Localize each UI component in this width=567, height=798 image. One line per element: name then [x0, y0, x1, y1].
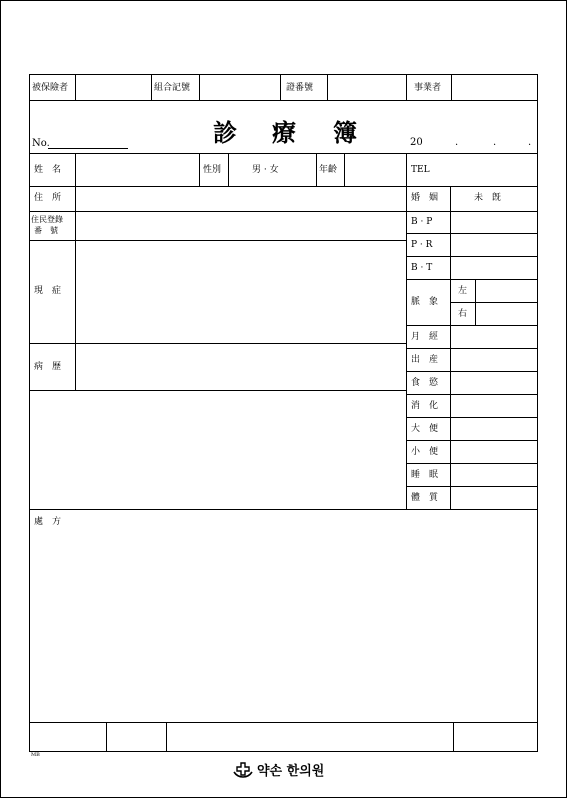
col-divider — [199, 75, 200, 100]
row-divider — [30, 153, 537, 154]
resident-number-label-1: 住民登錄 — [31, 215, 63, 224]
sex-label: 性別 — [203, 165, 222, 175]
col-divider — [280, 75, 281, 100]
union-code-label: 組合記號 — [154, 83, 191, 93]
business-label: 事業者 — [414, 83, 442, 93]
col-divider — [316, 153, 317, 186]
appetite-label: 食 慾 — [411, 378, 439, 388]
row-divider — [406, 325, 537, 326]
insured-label: 被保險者 — [32, 83, 69, 93]
row-divider — [406, 417, 537, 418]
birth-label: 出 産 — [411, 355, 439, 365]
col-divider — [453, 722, 454, 752]
menses-label: 月 經 — [411, 332, 439, 342]
pulse-pattern-label: 脈 象 — [411, 297, 439, 307]
sex-value: 男 · 女 — [252, 165, 279, 175]
pulse-right-label: 右 — [458, 309, 468, 319]
row-divider — [406, 371, 537, 372]
title-char-1: 診 — [213, 118, 237, 147]
stool-label: 大 便 — [411, 424, 439, 434]
col-divider — [450, 186, 451, 509]
prescription-label: 處 方 — [34, 517, 62, 527]
age-label: 年齡 — [319, 165, 338, 175]
clinic-brand — [233, 760, 324, 779]
title-char-2: 療 — [272, 118, 296, 147]
history-label: 病 歷 — [34, 362, 62, 372]
medical-record-form — [29, 74, 538, 752]
col-divider — [406, 186, 407, 509]
col-divider — [344, 153, 345, 186]
record-number-line — [48, 148, 128, 149]
col-divider — [228, 153, 229, 186]
address-label: 住 所 — [34, 193, 62, 203]
sleep-label: 睡 眠 — [411, 470, 439, 480]
form-code: MB — [31, 752, 40, 758]
row-divider — [30, 390, 406, 391]
card-number-label: 證番號 — [286, 83, 314, 93]
col-divider — [106, 722, 107, 752]
pulse-left-label: 左 — [458, 286, 468, 296]
urine-label: 小 便 — [411, 447, 439, 457]
row-divider — [450, 302, 537, 303]
col-divider — [406, 75, 407, 100]
row-divider — [406, 463, 537, 464]
marriage-label: 婚 姻 — [411, 193, 439, 203]
row-divider — [406, 440, 537, 441]
marriage-value: 未 旣 — [474, 193, 502, 203]
row-divider — [406, 233, 537, 234]
digestion-label: 消 化 — [411, 401, 439, 411]
date-dot: . — [528, 137, 532, 148]
col-divider — [475, 279, 476, 325]
resident-number-label-2: 番 號 — [34, 226, 58, 235]
tel-label: TEL — [411, 165, 430, 175]
record-number-label: No. — [32, 138, 50, 149]
row-divider — [406, 486, 537, 487]
date-year-prefix: 20 — [410, 137, 423, 148]
row-divider — [30, 240, 406, 241]
col-divider — [327, 75, 328, 100]
constitution-label: 體 質 — [411, 493, 439, 503]
cross-hands-logo-icon — [233, 762, 253, 778]
row-divider — [30, 211, 537, 212]
col-divider — [451, 75, 452, 100]
date-dot: . — [455, 137, 459, 148]
col-divider — [75, 75, 76, 100]
row-divider — [30, 509, 537, 510]
row-divider — [406, 279, 537, 280]
clinic-name: 약손 한의원 — [257, 764, 325, 779]
blood-pressure-label: B · P — [411, 217, 433, 227]
date-dot: . — [493, 137, 497, 148]
col-divider — [75, 153, 76, 186]
row-divider — [406, 348, 537, 349]
col-divider — [199, 153, 200, 186]
col-divider — [166, 722, 167, 752]
row-divider — [406, 394, 537, 395]
body-temperature-label: B · T — [411, 263, 433, 273]
row-divider — [30, 343, 406, 344]
row-divider — [30, 186, 537, 187]
name-label: 姓 名 — [34, 165, 62, 175]
pulse-rate-label: P · R — [411, 240, 433, 250]
col-divider — [406, 153, 407, 186]
symptoms-label: 現 症 — [34, 286, 62, 296]
row-divider — [406, 256, 537, 257]
title-char-3: 簿 — [333, 118, 357, 147]
col-divider — [75, 186, 76, 390]
row-divider — [30, 100, 537, 101]
col-divider — [151, 75, 152, 100]
